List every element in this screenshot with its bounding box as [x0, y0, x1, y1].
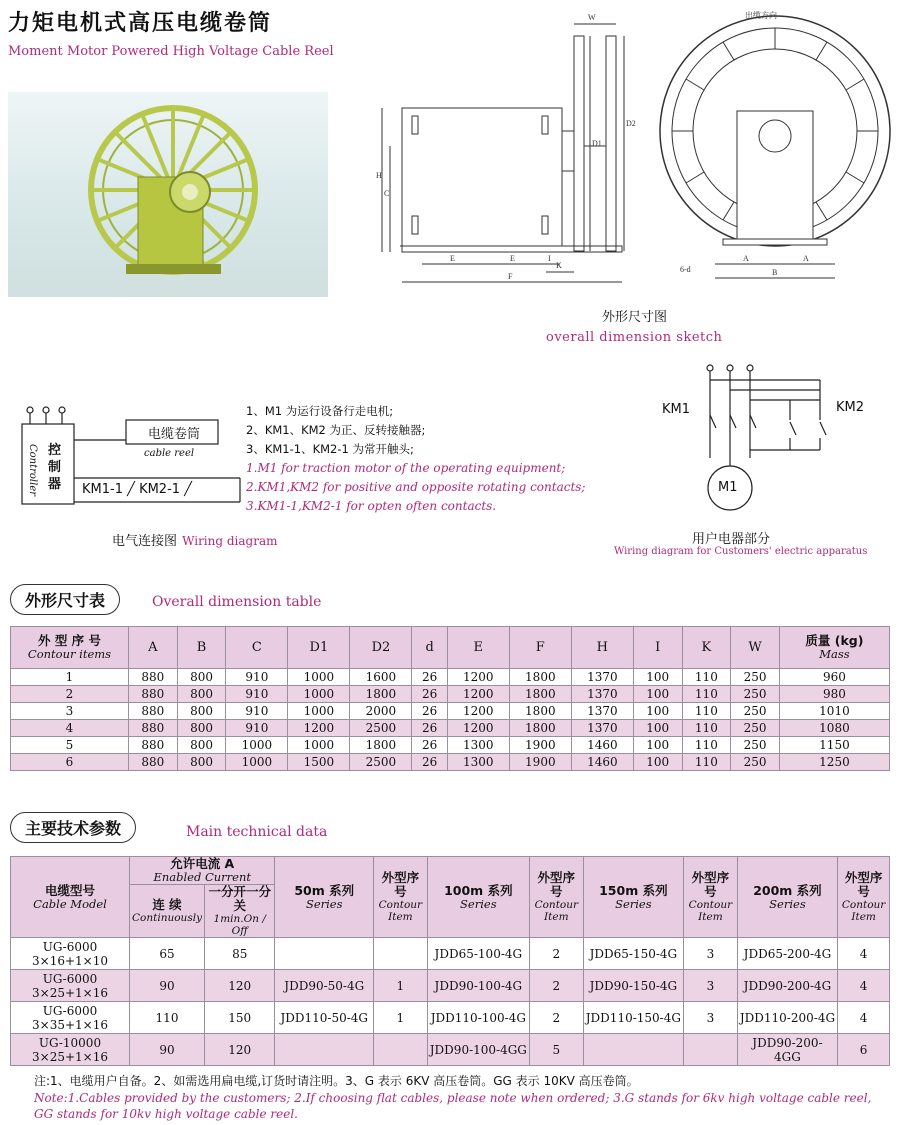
table-cell: 120 [205, 970, 275, 1002]
technical-data-table [10, 856, 890, 1066]
cable-reel-label-en: cable reel [144, 448, 195, 459]
customer-wiring-diagram [640, 360, 880, 530]
svg-text:H: H [376, 171, 382, 180]
tech-section-title: 主要技术参数 [10, 812, 136, 843]
table-cell: 800 [177, 720, 226, 737]
column-header: d [412, 627, 447, 669]
table-cell: JDD110-100-4G [427, 1002, 529, 1034]
table-cell: 26 [412, 669, 447, 686]
table-cell: 1150 [779, 737, 889, 754]
table-cell: 2 [11, 686, 129, 703]
column-header: I [633, 627, 682, 669]
table-cell: JDD90-100-4G [427, 970, 529, 1002]
table-row [11, 686, 890, 703]
table-cell: 880 [129, 720, 178, 737]
table-cell: JDD65-150-4G [583, 938, 684, 970]
table-cell: 6 [838, 1034, 890, 1066]
table-cell: 6 [11, 754, 129, 771]
note-line: 3.KM1-1,KM2-1 for opten often contacts. [246, 499, 497, 513]
table-cell: 100 [633, 720, 682, 737]
controller-label-en: Controller [27, 444, 38, 497]
column-header: 外型序号 Contour Item [530, 857, 584, 938]
cable-model-cell: UG-6000 3×25+1×16 [11, 970, 130, 1002]
table-row [11, 970, 890, 1002]
table-cell: 1000 [226, 737, 288, 754]
table-cell: 1600 [350, 669, 412, 686]
table-cell: 110 [682, 720, 731, 737]
table-cell [374, 938, 428, 970]
table-row [11, 737, 890, 754]
table-cell: 1010 [779, 703, 889, 720]
table-cell: 1000 [226, 754, 288, 771]
table-cell: 880 [129, 737, 178, 754]
table-cell: 1370 [571, 720, 633, 737]
table-cell: JDD90-200-4GG [737, 1034, 838, 1066]
table-cell: 800 [177, 737, 226, 754]
table-cell: 2500 [350, 720, 412, 737]
wiring-caption: 电气连接图 Wiring diagram [112, 534, 278, 549]
table-row [11, 1034, 890, 1066]
table-cell: 1900 [509, 737, 571, 754]
column-header: 允许电流 A Enabled Current [130, 857, 275, 885]
table-cell: JDD110-200-4G [737, 1002, 838, 1034]
table-row [11, 669, 890, 686]
footnote-cn: 注:1、电缆用户自备。2、如需选用扁电缆,订货时请注明。3、G 表示 6KV 高压卷筒。GG 表示 10KV 高压卷筒。 [34, 1074, 639, 1088]
table-cell: 1460 [571, 754, 633, 771]
column-header: 一分开一分关 1min.On / Off [205, 885, 275, 938]
table-cell: 1800 [350, 686, 412, 703]
sketch-caption-en: overall dimension sketch [546, 330, 723, 345]
table-cell: 1300 [447, 737, 509, 754]
page-title-en: Moment Motor Powered High Voltage Cable Reel [8, 44, 334, 59]
m1-label: M1 [718, 480, 738, 495]
table-cell: 910 [226, 686, 288, 703]
table-cell: 1370 [571, 669, 633, 686]
footnote-en: Note:1.Cables provided by the customers; 2.If choosing flat cables, please note when ordered; 3.G stands for 6kv high voltage cable reel, GG stands for 10kv high voltage cable reel. [34, 1091, 872, 1121]
table-row [11, 938, 890, 970]
km1-label: KM1 [662, 402, 691, 417]
customer-caption-cn: 用户电器部分 [692, 532, 771, 547]
wiring-notes [246, 402, 606, 516]
dimension-sketch [360, 6, 900, 296]
svg-text:D1: D1 [592, 139, 602, 148]
note-line: 1.M1 for traction motor of the operating equipment; [246, 461, 566, 475]
table-cell: 250 [731, 669, 780, 686]
cable-model-cell: UG-6000 3×35+1×16 [11, 1002, 130, 1034]
table-cell: 110 [130, 1002, 205, 1034]
table-cell: 880 [129, 754, 178, 771]
dim-section-title-en: Overall dimension table [152, 594, 322, 610]
table-cell: 250 [731, 720, 780, 737]
controller-label-cn: 控制器 [48, 443, 62, 492]
svg-text:C: C [384, 189, 390, 198]
column-header: 质量 (kg) Mass [779, 627, 889, 669]
wiring-diagram [18, 400, 248, 550]
table-cell: 1200 [447, 686, 509, 703]
table-cell: 90 [130, 970, 205, 1002]
column-header: 连 续 Continuously [130, 885, 205, 938]
km2-label: KM2 [836, 400, 865, 415]
svg-text:E: E [450, 254, 455, 263]
table-cell: JDD65-200-4G [737, 938, 838, 970]
dimension-table [10, 626, 890, 771]
table-cell: 2500 [350, 754, 412, 771]
column-header: 50m 系列 Series [275, 857, 374, 938]
table-cell: JDD65-100-4G [427, 938, 529, 970]
sketch-caption-cn: 外形尺寸图 [602, 310, 668, 325]
table-cell: 5 [11, 737, 129, 754]
table-cell: JDD90-100-4GG [427, 1034, 529, 1066]
table-cell: 800 [177, 703, 226, 720]
table-cell: 26 [412, 754, 447, 771]
table-cell: 110 [682, 669, 731, 686]
product-photo [8, 92, 328, 297]
column-header: 外型序号 Contour Item [374, 857, 428, 938]
table-cell [583, 1034, 684, 1066]
table-cell: 2000 [350, 703, 412, 720]
table-row [11, 720, 890, 737]
table-cell [275, 938, 374, 970]
table-cell: 960 [779, 669, 889, 686]
note-line: 1、M1 为运行设备行走电机; [246, 404, 394, 418]
table-row [11, 1002, 890, 1034]
cable-model-cell: UG-6000 3×16+1×10 [11, 938, 130, 970]
column-header: E [447, 627, 509, 669]
table-cell: 1800 [509, 703, 571, 720]
column-header: D1 [288, 627, 350, 669]
table-cell: 1200 [288, 720, 350, 737]
table-cell: 110 [682, 754, 731, 771]
dim-label-w: W [588, 13, 596, 22]
table-cell: 250 [731, 754, 780, 771]
table-row [11, 703, 890, 720]
table-cell: 26 [412, 737, 447, 754]
table-cell: 3 [684, 938, 738, 970]
table-row [11, 754, 890, 771]
svg-text:K: K [556, 261, 562, 270]
table-cell: 4 [11, 720, 129, 737]
svg-text:F: F [508, 272, 513, 281]
column-header: H [571, 627, 633, 669]
table-cell: JDD90-50-4G [275, 970, 374, 1002]
table-cell: JDD110-50-4G [275, 1002, 374, 1034]
table-cell: 1 [374, 970, 428, 1002]
column-header: K [682, 627, 731, 669]
table-cell: 4 [838, 970, 890, 1002]
table-cell: 26 [412, 686, 447, 703]
table-cell: 800 [177, 686, 226, 703]
table-cell: 26 [412, 720, 447, 737]
tech-section-title-en: Main technical data [186, 824, 328, 840]
column-header: B [177, 627, 226, 669]
table-cell: 150 [205, 1002, 275, 1034]
column-header: W [731, 627, 780, 669]
table-cell: 2 [530, 970, 584, 1002]
table-cell: 1300 [447, 754, 509, 771]
table-cell: 910 [226, 720, 288, 737]
table-cell: 100 [633, 669, 682, 686]
svg-text:出缆方向: 出缆方向 [745, 11, 777, 20]
table-cell: 800 [177, 754, 226, 771]
table-cell: 1370 [571, 703, 633, 720]
table-cell: 4 [838, 1002, 890, 1034]
table-cell [374, 1034, 428, 1066]
table-cell: 110 [682, 737, 731, 754]
column-header: 200m 系列 Series [737, 857, 838, 938]
table-cell: 100 [633, 686, 682, 703]
table-cell: 85 [205, 938, 275, 970]
column-header: 外 型 序 号 Contour items [11, 627, 129, 669]
table-cell: 1 [374, 1002, 428, 1034]
table-cell: 100 [633, 737, 682, 754]
table-cell: 100 [633, 703, 682, 720]
table-cell: 65 [130, 938, 205, 970]
table-cell: 4 [838, 938, 890, 970]
table-cell: 1000 [288, 703, 350, 720]
table-cell: 1500 [288, 754, 350, 771]
column-header: F [509, 627, 571, 669]
cable-model-cell: UG-10000 3×25+1×16 [11, 1034, 130, 1066]
table-cell: 110 [682, 703, 731, 720]
table-cell: 980 [779, 686, 889, 703]
cable-reel-label-cn: 电缆卷筒 [147, 427, 200, 442]
column-header: C [226, 627, 288, 669]
table-cell: 910 [226, 703, 288, 720]
table-cell: 3 [684, 1002, 738, 1034]
svg-text:A: A [743, 254, 749, 263]
table-cell: 1900 [509, 754, 571, 771]
svg-text:6-d: 6-d [680, 265, 691, 274]
svg-text:E: E [510, 254, 515, 263]
table-cell: 1460 [571, 737, 633, 754]
table-cell: 880 [129, 686, 178, 703]
page-title-cn: 力矩电机式高压电缆卷筒 [8, 11, 273, 36]
column-header: 100m 系列 Series [427, 857, 529, 938]
table-cell: 120 [205, 1034, 275, 1066]
note-line: 3、KM1-1、KM2-1 为常开触头; [246, 442, 414, 456]
table-cell: 250 [731, 737, 780, 754]
dim-section-title: 外形尺寸表 [10, 584, 120, 615]
table-cell: 800 [177, 669, 226, 686]
table-cell: 1370 [571, 686, 633, 703]
table-cell: 110 [682, 686, 731, 703]
table-cell: 250 [731, 703, 780, 720]
column-header: D2 [350, 627, 412, 669]
table-cell [684, 1034, 738, 1066]
column-header: A [129, 627, 178, 669]
table-cell [275, 1034, 374, 1066]
table-cell: 1250 [779, 754, 889, 771]
column-header: 外型序号 Contour Item [838, 857, 890, 938]
table-cell: 1200 [447, 720, 509, 737]
column-header: 外型序号 Contour Item [684, 857, 738, 938]
svg-text:A: A [803, 254, 809, 263]
table-cell: 1000 [288, 686, 350, 703]
table-cell: 880 [129, 703, 178, 720]
table-cell: 880 [129, 669, 178, 686]
table-cell: 1200 [447, 669, 509, 686]
table-cell: 1000 [288, 669, 350, 686]
table-cell: 1000 [288, 737, 350, 754]
table-cell: 26 [412, 703, 447, 720]
svg-text:B: B [772, 268, 778, 277]
table-cell: 1 [11, 669, 129, 686]
table-cell: 250 [731, 686, 780, 703]
table-cell: 1800 [350, 737, 412, 754]
table-cell: 100 [633, 754, 682, 771]
column-header: 150m 系列 Series [583, 857, 684, 938]
table-cell: 910 [226, 669, 288, 686]
table-cell: 1800 [509, 686, 571, 703]
table-cell: 3 [684, 970, 738, 1002]
note-line: 2.KM1,KM2 for positive and opposite rotating contacts; [246, 480, 586, 494]
svg-text:I: I [548, 254, 551, 263]
table-cell: JDD90-200-4G [737, 970, 838, 1002]
table-cell: 90 [130, 1034, 205, 1066]
table-cell: 5 [530, 1034, 584, 1066]
customer-caption-en: Wiring diagram for Customers' electric apparatus [614, 546, 868, 557]
table-cell: 2 [530, 1002, 584, 1034]
table-cell: 1200 [447, 703, 509, 720]
note-line: 2、KM1、KM2 为正、反转接触器; [246, 423, 426, 437]
table-cell: 1800 [509, 669, 571, 686]
column-header: 电缆型号 Cable Model [11, 857, 130, 938]
table-cell: JDD90-150-4G [583, 970, 684, 1002]
table-cell: 3 [11, 703, 129, 720]
table-cell: 2 [530, 938, 584, 970]
table-cell: 1800 [509, 720, 571, 737]
contacts-label: KM1-1 ╱ KM2-1 ╱ [82, 482, 192, 497]
table-cell: 1080 [779, 720, 889, 737]
table-cell: JDD110-150-4G [583, 1002, 684, 1034]
svg-text:D2: D2 [626, 119, 636, 128]
